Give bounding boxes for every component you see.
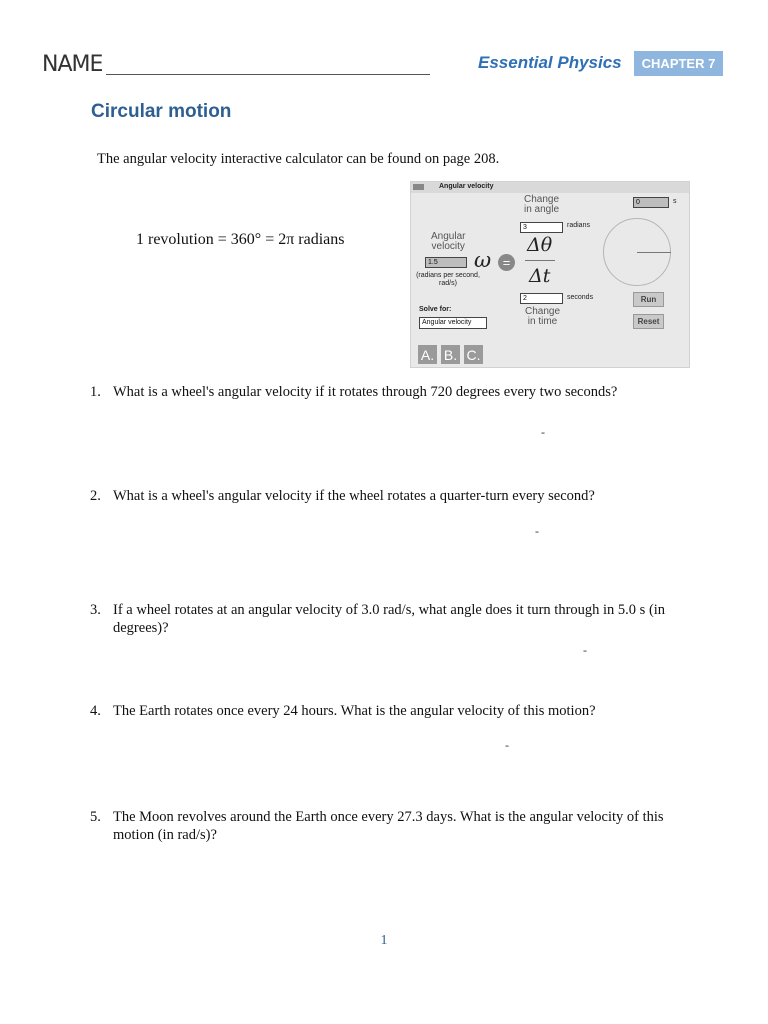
question-number: 2. (90, 488, 101, 504)
question-number: 3. (90, 602, 101, 618)
question-text: The Moon revolves around the Earth once every 27.3 days. What is the angular velocity of this motion (in rad/s)? (113, 809, 664, 843)
change-angle-label: Change in angle (524, 194, 560, 215)
change-time-input[interactable]: 2 (520, 293, 563, 304)
change-time-unit: seconds (567, 294, 594, 301)
solve-for-label: Solve for: (419, 306, 452, 313)
angular-velocity-input[interactable]: 1.5 (425, 257, 467, 268)
clock-display: 0 (633, 197, 669, 208)
question-text: What is a wheel's angular velocity if it rotates through 720 degrees every two seconds? (113, 384, 618, 400)
reset-button[interactable]: Reset (633, 314, 664, 329)
option-c-button[interactable]: C. (464, 345, 483, 364)
clock-unit: s (673, 198, 677, 205)
question-text: What is a wheel's angular velocity if the wheel rotates a quarter-turn every second? (113, 488, 595, 504)
answer-mark: - (583, 643, 587, 657)
delta-theta: Δθ (527, 234, 553, 256)
angular-velocity-unit: (radians per second, rad/s) (416, 272, 480, 287)
fraction-bar (525, 260, 555, 261)
answer-mark: - (541, 425, 545, 439)
page-title: Circular motion (91, 101, 232, 122)
question-text: If a wheel rotates at an angular velocity of 3.0 rad/s, what angle does it turn through in 5.0 s (in degrees)? (113, 602, 666, 636)
change-time-label: Change in time (525, 306, 561, 327)
omega-symbol: ω (474, 248, 492, 272)
question-number: 1. (90, 384, 101, 400)
page-number: 1 (380, 933, 388, 948)
brand-title: Essential Physics (478, 53, 622, 72)
question-number: 5. (90, 809, 101, 825)
revolution-formula: 1 revolution = 360° = 2π radians (136, 231, 345, 248)
calculator-title: Angular velocity (439, 183, 494, 190)
answer-mark: - (535, 524, 539, 538)
equals-icon: = (498, 254, 515, 271)
option-a-button[interactable]: A. (418, 345, 437, 364)
option-b-button[interactable]: B. (441, 345, 460, 364)
angular-velocity-calculator (410, 181, 690, 368)
angular-velocity-label: Angular velocity (431, 231, 466, 252)
chapter-badge: CHAPTER 7 (634, 51, 723, 76)
name-label: NAME (42, 52, 103, 77)
name-line (106, 74, 430, 75)
delta-t: Δt (529, 265, 551, 287)
question-text: The Earth rotates once every 24 hours. What is the angular velocity of this motion? (113, 703, 596, 719)
answer-mark: - (505, 738, 509, 752)
calculator-logo-icon (413, 184, 424, 190)
run-button[interactable]: Run (633, 292, 664, 307)
change-angle-unit: radians (567, 222, 590, 229)
question-number: 4. (90, 703, 101, 719)
change-angle-input[interactable]: 3 (520, 222, 563, 233)
solve-for-select[interactable]: Angular velocity (419, 317, 487, 329)
intro-text: The angular velocity interactive calculator can be found on page 208. (97, 151, 500, 167)
rotation-radius (637, 252, 671, 253)
